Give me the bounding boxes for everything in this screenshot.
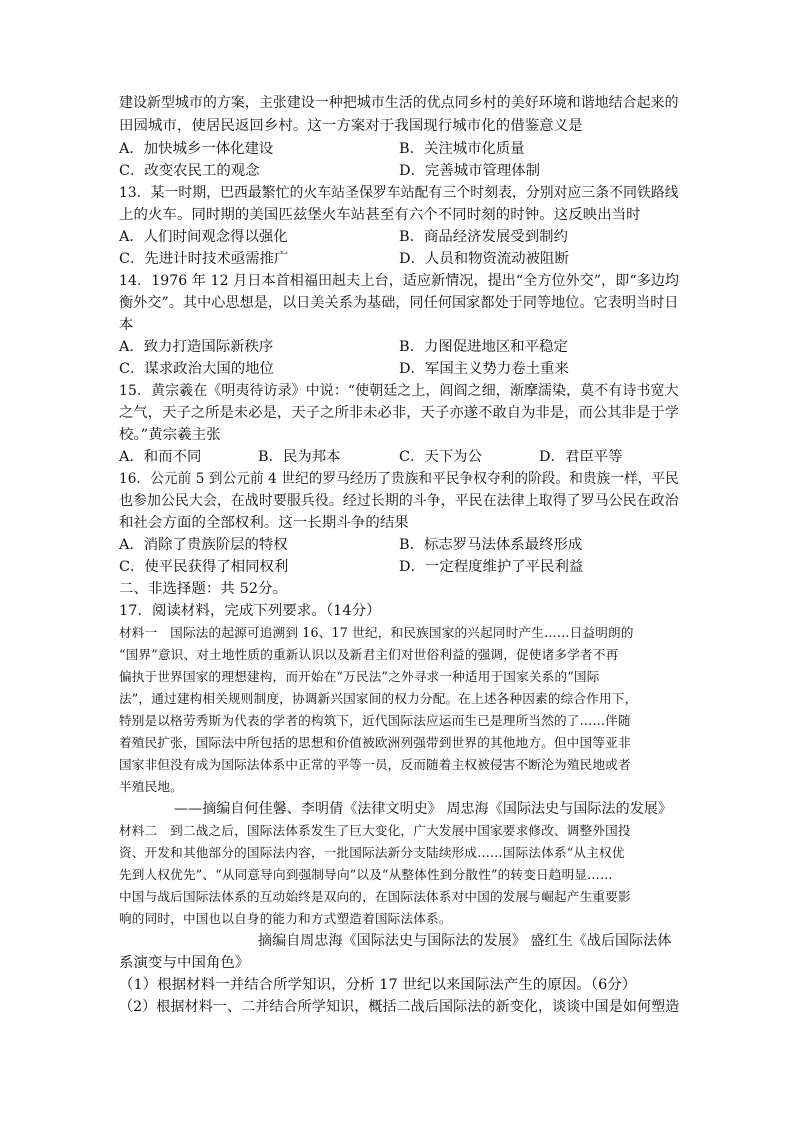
q13-stem-line-1: 13．某一时期，巴西最繁忙的火车站圣保罗车站配有三个时刻表，分别对应三条不同铁路线 <box>119 185 679 201</box>
q16-option-a: A．消除了贵族阶层的特权 <box>119 537 288 553</box>
q14-stem-line-2: 衡外交”。其中心思想是，以日美关系为基础，同任何国家都处于同等地位。它表明当时日 <box>119 295 679 311</box>
q15-option-a: A．和而不同 <box>119 449 202 465</box>
q14-option-a: A．致力打造国际新秩序 <box>119 339 274 355</box>
q14-option-d: D．军国主义势力卷土重来 <box>399 361 569 377</box>
q15-option-d: D．君臣平等 <box>539 449 623 465</box>
material-one-line-1: 材料一 国际法的起源可追溯到 16、17 世纪，和民族国家的兴起同时产生……日益明朗的 <box>119 625 634 640</box>
q17-subquestion-2: （2）根据材料一、二并结合所学知识，概括二战后国际法的新变化，谈谈中国是如何塑造 <box>119 999 680 1015</box>
material-two-line-2: 资、开发和其他部分的国际法内容，一批国际法新分支陆续形成……国际法体系“从主权优 <box>119 845 625 860</box>
material-two-line-5: 响的同时，中国也以自身的能力和方式塑造着国际法体系。 <box>119 911 452 926</box>
q13-option-c: C．先进计时技术亟需推广 <box>119 251 289 267</box>
material-one-line-2: “国界”意识、对土地性质的重新认识以及新君主们对世俗利益的强调，促使诸多学者不再 <box>119 647 619 662</box>
q14-option-b: B．力图促进地区和平稳定 <box>399 339 568 355</box>
material-one-line-7: 国家非但没有成为国际法体系中正常的平等一员，反而随着主权被侵害不断沦为殖民地或者 <box>119 757 631 772</box>
q15-stem-line-2: 之气，天子之所是未必是，天子之所非未必非，天子亦遂不敢自为非是，而公其非是于学 <box>119 405 680 421</box>
q14-stem-line-3: 本 <box>119 317 134 333</box>
material-two-line-1: 材料二 到二战之后，国际法体系发生了巨大变化，广大发展中国家要求修改、调整外国投 <box>119 823 631 838</box>
material-one-source: ——摘编自何佳馨、李明倩《法律文明史》 周忠海《国际法史与国际法的发展》 <box>174 801 673 817</box>
q16-stem-line-3: 和社会方面的全部权利。这一长期斗争的结果 <box>119 515 409 531</box>
q17-subquestion-1: （1）根据材料一并结合所学知识，分析 17 世纪以来国际法产生的原因。（6分） <box>119 977 637 993</box>
q17-heading: 17．阅读材料，完成下列要求。（14分） <box>119 603 381 619</box>
q16-option-b: B．标志罗马法体系最终形成 <box>399 537 583 553</box>
q16-option-c: C．使平民获得了相同权利 <box>119 559 289 575</box>
q16-stem-line-1: 16．公元前 5 到公元前 4 世纪的罗马经历了贵族和平民争权夺利的阶段。和贵族一样，平民 <box>119 471 679 487</box>
q12-stem-line-1: 建设新型城市的方案，主张建设一种把城市生活的优点同乡村的美好环境和谐地结合起来的 <box>119 95 679 111</box>
material-one-line-6: 着殖民扩张，国际法中所包括的思想和价值被欧洲列强带到世界的其他地方。但中国等亚非 <box>119 735 631 750</box>
q12-option-c: C．改变农民工的观念 <box>119 163 260 179</box>
section-two-heading: 二、非选择题：共 52分。 <box>119 581 288 597</box>
q15-stem-line-1: 15．黄宗羲在《明夷待访录》中说：“使朝廷之上，闾阎之细，渐摩濡染，莫不有诗书宽大 <box>119 383 679 399</box>
q14-stem-line-1: 14．1976 年 12 月日本首相福田赳夫上台，适应新情况，提出“全方位外交”，即“多边均 <box>119 273 680 289</box>
material-one-line-3: 偏执于世界国家的理想建构，而开始在“万民法”之外寻求一种适用于国家关系的“国际 <box>119 669 600 684</box>
q16-option-d: D．一定程度维护了平民利益 <box>399 559 584 575</box>
q16-stem-line-2: 也参加公民大会，在战时要服兵役。经过长期的斗争，平民在法律上取得了罗马公民在政治 <box>119 493 679 509</box>
material-two-line-3: 先到人权优先”、“从同意导向到强制导向”以及“从整体性到分散性”的转变日趋明显…… <box>119 867 613 882</box>
q12-option-b: B．关注城市化质量 <box>399 141 525 157</box>
q12-option-d: D．完善城市管理体制 <box>399 163 541 179</box>
q12-option-a: A．加快城乡一体化建设 <box>119 141 274 157</box>
material-one-line-4: 法”，通过建构相关规则制度，协调新兴国家间的权力分配。在上述各种因素的综合作用下， <box>119 691 638 706</box>
q13-option-a: A．人们时间观念得以强化 <box>119 229 288 245</box>
material-two-line-4: 中国与战后国际法体系的互动始终是双向的，在国际法体系对中国的发展与崛起产生重要影 <box>119 889 631 904</box>
q15-stem-line-3: 校。”黄宗羲主张 <box>119 427 221 443</box>
q15-option-c: C．天下为公 <box>399 449 482 465</box>
material-two-source-line-2: 系演变与中国角色》 <box>119 955 250 971</box>
q13-stem-line-2: 上的火车。同时期的美国匹兹堡火车站甚至有六个不同时刻的时钟。这反映出当时 <box>119 207 641 223</box>
material-two-source-line-1: 摘编自周忠海《国际法史与国际法的发展》 盛红生《战后国际法体 <box>258 933 672 949</box>
material-one-line-5: 特别是以格劳秀斯为代表的学者的构筑下，近代国际法应运而生已是理所当然的了……伴随 <box>119 713 631 728</box>
q14-option-c: C．谋求政治大国的地位 <box>119 361 274 377</box>
q12-stem-line-2: 田园城市，使居民返回乡村。这一方案对于我国现行城市化的借鉴意义是 <box>119 118 583 134</box>
q15-option-b: B．民为邦本 <box>258 449 341 465</box>
material-one-line-8: 半殖民地。 <box>119 779 183 794</box>
q13-option-b: B．商品经济发展受到制约 <box>399 229 568 245</box>
q13-option-d: D．人员和物资流动被阻断 <box>399 251 569 267</box>
